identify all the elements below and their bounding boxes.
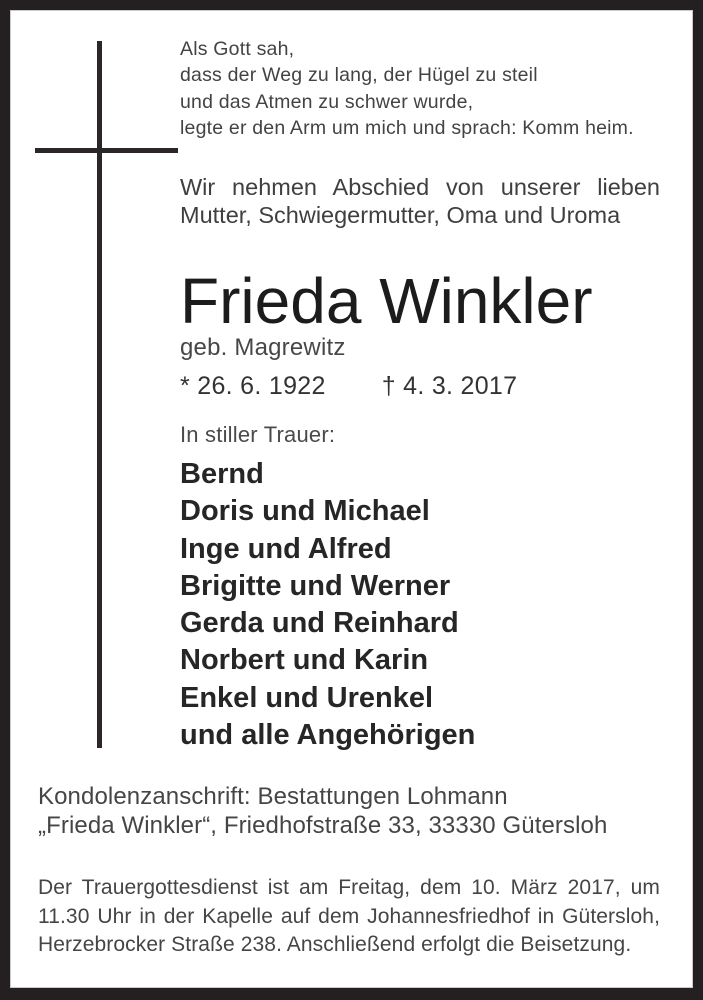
memorial-poem: [180, 36, 634, 141]
service-line: 11.30 Uhr in der Kapelle auf dem Johannesfriedhof in Gütersloh,: [38, 904, 660, 928]
mourner-name: Doris und Michael: [180, 495, 430, 528]
mourner-name: Inge und Alfred: [180, 532, 392, 565]
poem-line: und das Atmen zu schwer wurde,: [180, 90, 474, 113]
poem-line: dass der Weg zu lang, der Hügel zu steil: [180, 64, 538, 87]
condolence-line: Kondolenzanschrift: Bestattungen Lohmann: [38, 783, 508, 810]
farewell-text: [180, 173, 660, 229]
cross-horizontal-bar: [35, 148, 178, 153]
service-info: [38, 874, 660, 960]
birth-date: * 26. 6. 1922: [180, 372, 326, 400]
poem-line: Als Gott sah,: [180, 38, 295, 60]
deceased-name: Frieda Winkler: [180, 265, 593, 337]
mourner-name: Gerda und Reinhard: [180, 607, 459, 640]
condolence-line: „Frieda Winkler“, Friedhofstraße 33, 33330 Gütersloh: [38, 812, 608, 839]
life-dates: [180, 371, 517, 401]
notice-paper: [10, 10, 693, 988]
mourner-name: Norbert und Karin: [180, 644, 429, 677]
mourning-label: In stiller Trauer:: [180, 422, 336, 447]
maiden-name: geb. Magrewitz: [180, 334, 346, 361]
mourner-name: Brigitte und Werner: [180, 569, 451, 602]
mourner-name: und alle Angehörigen: [180, 719, 476, 752]
condolence-address: [38, 782, 670, 840]
service-line: Herzebrocker Straße 238. Anschließend erfolgt die Beisetzung.: [38, 933, 632, 957]
death-date: † 4. 3. 2017: [381, 372, 518, 400]
mourner-name: Bernd: [180, 458, 264, 490]
farewell-line: Mutter, Schwiegermutter, Oma und Uroma: [180, 202, 621, 228]
mourners-list: [180, 456, 475, 754]
poem-line: legte er den Arm um mich und sprach: Komm heim.: [180, 116, 634, 139]
farewell-line: Wir nehmen Abschied von unserer lieben: [180, 174, 660, 200]
service-line: Der Trauergottesdienst ist am Freitag, dem 10. März 2017, um: [38, 876, 660, 899]
mourner-name: Enkel und Urenkel: [180, 681, 434, 714]
